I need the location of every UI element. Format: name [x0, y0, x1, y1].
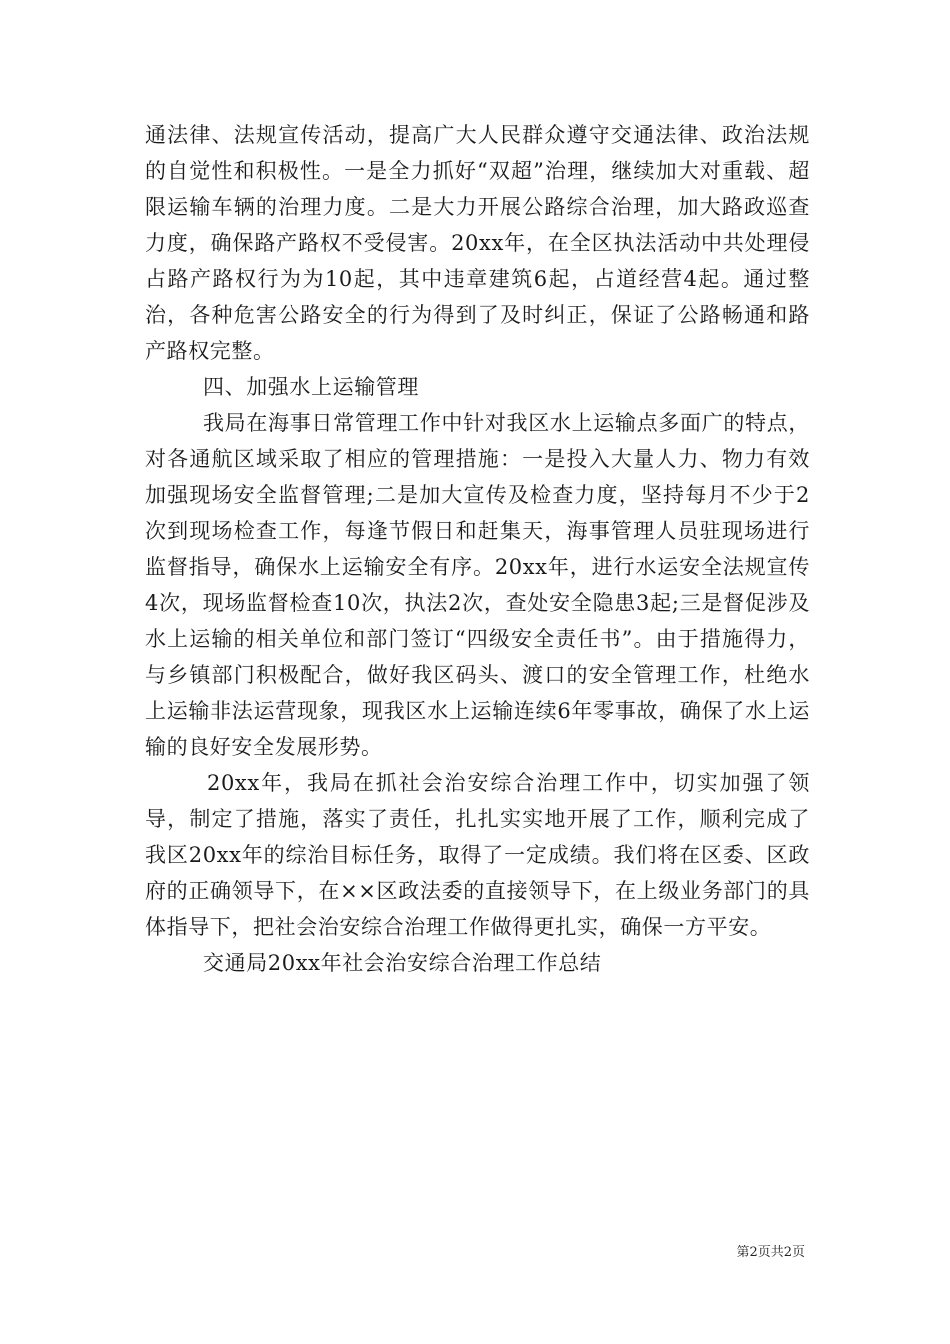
- page-number: 第2页共2页: [736, 1245, 805, 1260]
- section-heading-water-transport: 四、加强水上运输管理: [203, 375, 419, 399]
- document-body: [145, 117, 810, 981]
- paragraph-road-administration: 通法律、法规宣传活动，提高广大人民群众遵守交通法律、政治法规的自觉性和积极性。一是全力抓好“双超”治理，继续加大对重载、超限运输车辆的治理力度。二是大力开展公路综合治理，加大路政巡查力度，确保路产路权不受侵害。20xx年，在全区执法活动中共处理侵占路产路权行为为10起，其中违章建筑6起，占道经营4起。通过整治，各种危害公路安全的行为得到了及时纠正，保证了公路畅通和路产路权完整。: [145, 123, 810, 363]
- paragraph-summary: 20xx年，我局在抓社会治安综合治理工作中，切实加强了领导，制定了措施，落实了责任，扎扎实实地开展了工作，顺利完成了我区20xx年的综治目标任务，取得了一定成绩。我们将在区委、区政府的正确领导下，在××区政法委的直接领导下，在上级业务部门的具体指导下，把社会治安综合治理工作做得更扎实，确保一方平安。: [145, 771, 810, 939]
- document-title-footer: 交通局20xx年社会治安综合治理工作总结: [203, 951, 602, 975]
- paragraph-maritime-management: 我局在海事日常管理工作中针对我区水上运输点多面广的特点，对各通航区域采取了相应的管理措施：一是投入大量人力、物力有效加强现场安全监督管理;二是加大宣传及检查力度，坚持每月不少于2次到现场检查工作，每逢节假日和赶集天，海事管理人员驻现场进行监督指导，确保水上运输安全有序。20xx年，进行水运安全法规宣传4次，现场监督检查10次，执法2次，查处安全隐患3起;三是督促涉及水上运输的相关单位和部门签订“四级安全责任书”。由于措施得力，与乡镇部门积极配合，做好我区码头、渡口的安全管理工作，杜绝水上运输非法运营现象，现我区水上运输连续6年零事故，确保了水上运输的良好安全发展形势。: [145, 411, 810, 759]
